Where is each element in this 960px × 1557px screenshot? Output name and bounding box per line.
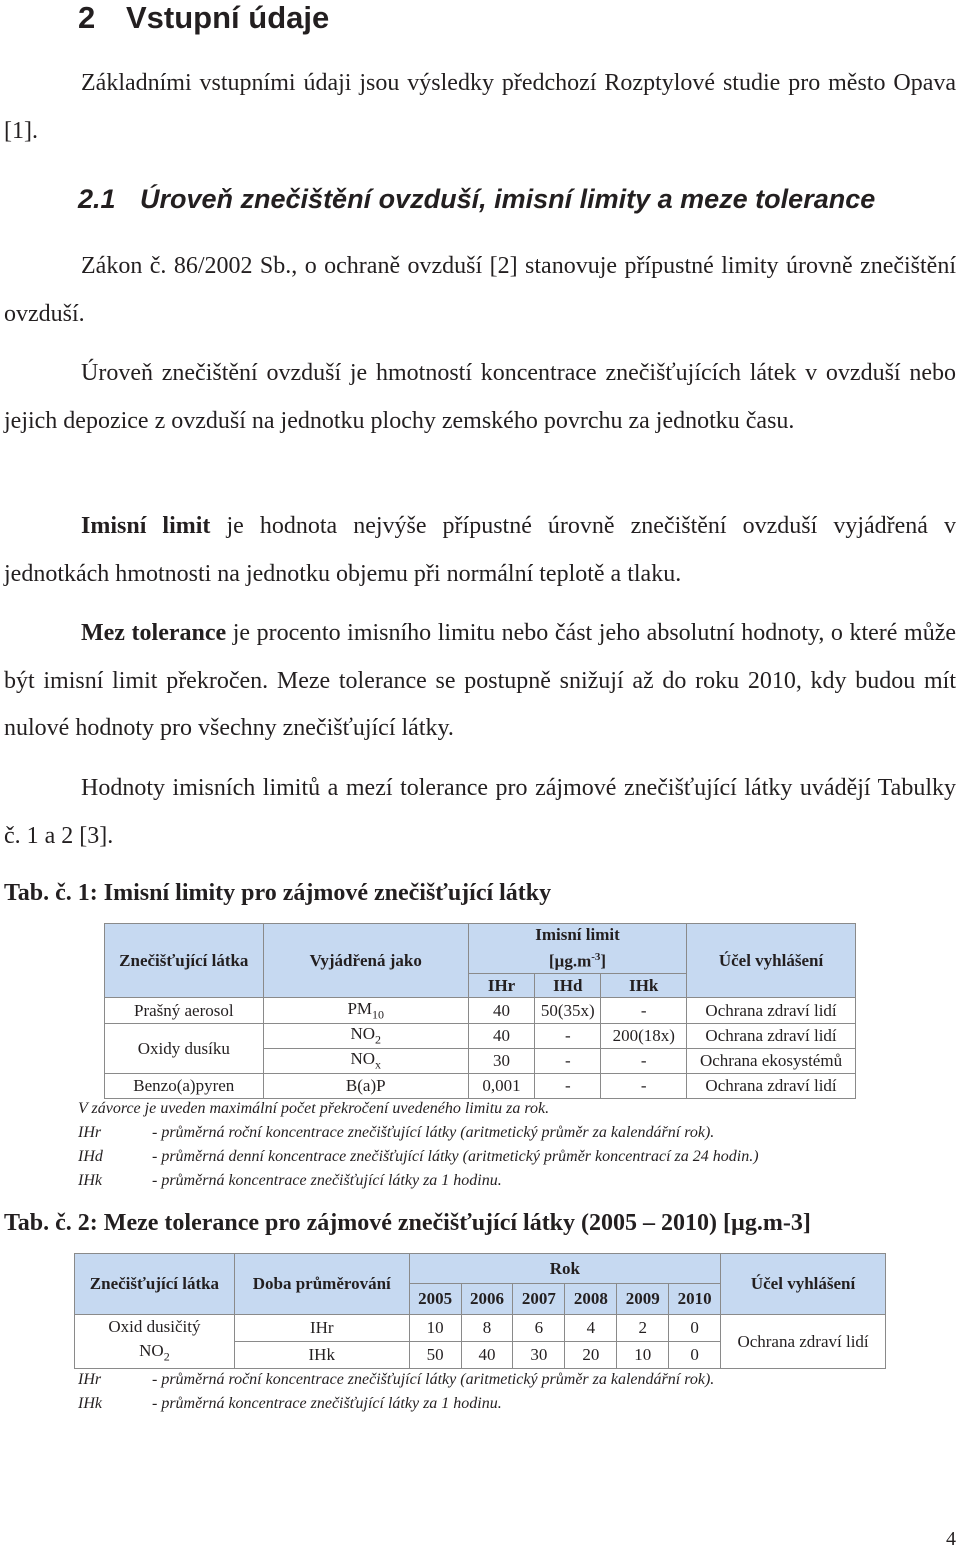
- paragraph-emission-limit: Imisní limit je hodnota nejvýše přípustné úrovně znečištění ovzduší vyjádřená v jednotkách hmotnosti na jednotku objemu při normální teplotě a tlaku.: [4, 513, 957, 587]
- section-number: 2: [78, 0, 96, 35]
- table1-header-purpose: Účel vyhlášení: [687, 924, 856, 998]
- table2-header-purpose: Účel vyhlášení: [721, 1254, 886, 1315]
- table2-caption: Tab. č. 2: Meze tolerance pro zájmové znečišťující látky (2005 – 2010) [µg.m-3]: [4, 1210, 811, 1236]
- table1-header-ihr: IHr: [468, 974, 534, 998]
- table-row: $NO_x$ 30 - - Ochrana ekosystémů: [105, 1049, 856, 1074]
- table-row: IHk 50 40 30 20 10 0: [75, 1342, 886, 1369]
- section-title: Vstupní údaje: [126, 0, 330, 35]
- page-number: 4: [946, 1528, 956, 1550]
- intro-paragraph: Základními vstupními údaji jsou výsledky předchozí Rozptylové studie pro město Opava [1].: [4, 70, 956, 144]
- table-tolerance-margins: Znečišťující látka Doba průměrování Rok Účel vyhlášení 2005 2006 2007 2008 2009 2010 Oxid dusičitý $NO_2$ IHr 10 8 6 4 2 0 Ochrana zdraví lidí IHk 50 40 30 20 10 0: [74, 1253, 886, 1369]
- table-row: Oxid dusičitý $NO_2$ IHr 10 8 6 4 2 0 Ochrana zdraví lidí: [75, 1315, 886, 1342]
- paragraph-pollution-level: Úroveň znečištění ovzduší je hmotností koncentrace znečišťujících látek v ovzduší nebo jejich depozice z ovzduší na jednotku plochy zemského povrchu za jednotku času.: [4, 360, 956, 434]
- paragraph-tables-ref: Hodnoty imisních limitů a mezí tolerance pro zájmové znečišťující látky uvádějí Tabulky č. 1 a 2 [3].: [4, 775, 956, 849]
- table2-header-substance: Znečišťující látka: [75, 1254, 235, 1315]
- table1-caption: Tab. č. 1: Imisní limity pro zájmové znečišťující látky: [4, 880, 552, 906]
- table1-header-limit: Imisní limit $[\mu g.m^{-3}]$: [468, 924, 686, 974]
- table-row: Oxidy dusíku $NO_2$ 40 - 200(18x) Ochrana zdraví lidí: [105, 1024, 856, 1049]
- paragraph-law: Zákon č. 86/2002 Sb., o ochraně ovzduší [2] stanovuje přípustné limity úrovně znečištění ovzduší.: [4, 253, 956, 327]
- subsection-heading: [78, 184, 875, 215]
- section-heading: [78, 0, 329, 36]
- table1-header-expressed: Vyjádřená jako: [263, 924, 468, 998]
- table1-header-substance: Znečišťující látka: [105, 924, 264, 998]
- table-emission-limits: [104, 923, 856, 1099]
- subsection-number: 2.1: [78, 184, 116, 214]
- table-row: Benzo(a)pyren B(a)P 0,001 - - Ochrana zdraví lidí: [105, 1074, 856, 1099]
- table2-header-period: Doba průměrování: [234, 1254, 409, 1315]
- table2-header-year: Rok: [409, 1254, 720, 1284]
- subsection-title: Úroveň znečištění ovzduší, imisní limity a meze tolerance: [140, 184, 876, 214]
- table1-header-ihk: IHk: [601, 974, 687, 998]
- term-tolerance: Mez tolerance: [81, 620, 227, 646]
- table-row: Prašný aerosol $PM_{10}$ 40 50(35x) - Ochrana zdraví lidí: [105, 998, 856, 1024]
- table1-header-ihd: IHd: [535, 974, 601, 998]
- term-emission-limit: Imisní limit: [81, 513, 211, 539]
- paragraph-tolerance: Mez tolerance je procento imisního limitu nebo část jeho absolutní hodnoty, o které může být imisní limit překročen. Meze tolerance se postupně snižují až do roku 2010, kdy budou mít nulové hodnoty pro všechny znečišťující látky.: [4, 620, 957, 741]
- table1-note-main: V závorce je uveden maximální počet překročení uvedeného limitu za rok.: [78, 1100, 550, 1117]
